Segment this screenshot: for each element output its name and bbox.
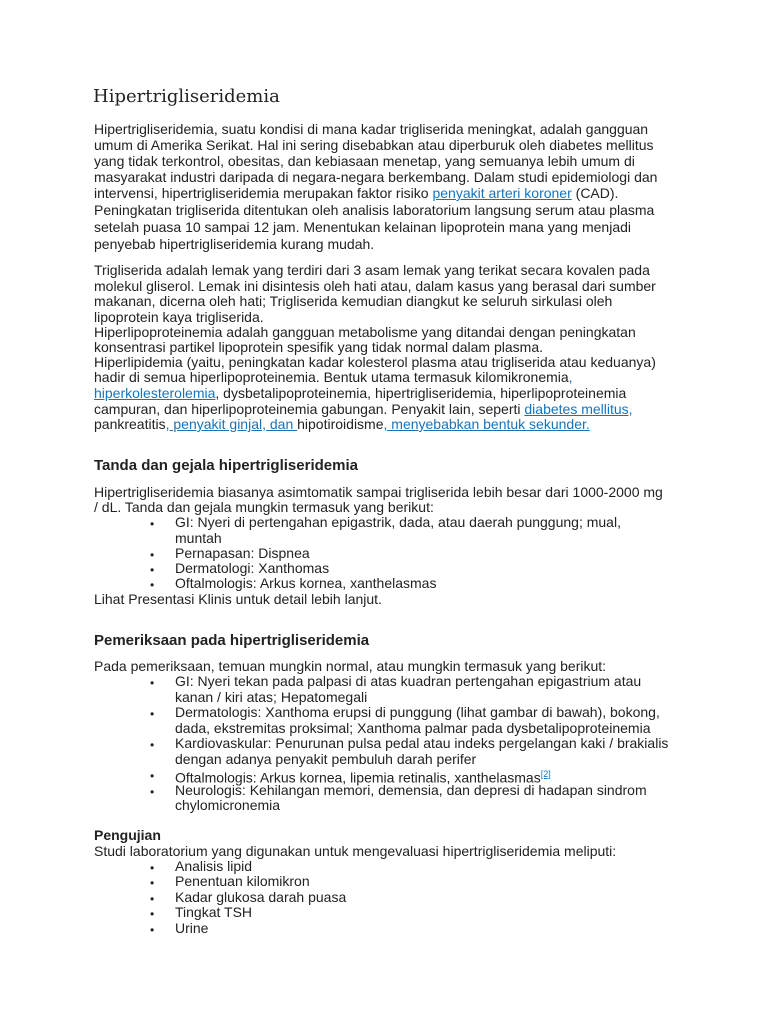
text-line: Lihat Presentasi Klinis untuk detail lebih lanjut. (94, 591, 382, 607)
text-run: (CAD). (571, 185, 619, 201)
bullet-icon: • (150, 769, 155, 783)
bullet-icon: • (150, 923, 155, 937)
text-run: campuran, dan hiperlipoproteinemia gabungan. Penyakit lain, seperti (94, 401, 525, 417)
list-item-continuation: kanan / kiri atas; Hepatomegali (175, 689, 368, 705)
text-line: masyarakat industri daripada di negara-negara berkembang. Dalam studi epidemiologi dan (94, 169, 658, 185)
text-line: yang tidak terkontrol, obesitas, dan kebiasaan menetap, yang semuanya lebih umum di (94, 153, 635, 169)
link-comma[interactable]: , (568, 369, 573, 385)
text-line: Hipertrigliseridemia biasanya asimtomatik sampai trigliserida lebih besar dari 1000-2000 mg (94, 484, 663, 500)
list-item-continuation: muntah (175, 530, 222, 546)
list-item-continuation: dengan adanya penyakit pembuluh darah perifer (175, 751, 477, 767)
list-item: Oftalmologis: Arkus kornea, xanthelasmas (175, 575, 437, 591)
list-item-continuation: chylomicronemia (175, 797, 281, 813)
link-penyakit-arteri-koroner[interactable]: penyakit arteri koroner (432, 185, 572, 201)
text-run: hadir di semua hiperlipoproteinemia. Bentuk utama termasuk kilomikronemia (94, 369, 569, 385)
text-run: Oftalmologis: Arkus kornea, lipemia retinalis, xanthelasmas (175, 769, 541, 786)
bullet-icon: • (150, 738, 155, 752)
text-line: / dL. Tanda dan gejala mungkin termasuk yang berikut: (94, 499, 434, 515)
page-title: Hipertrigliseridemia (93, 86, 280, 107)
text-line: penyebab hipertrigliseridemia kurang mudah. (94, 236, 375, 252)
list-item: GI: Nyeri tekan pada palpasi di atas kuadran pertengahan epigastrium atau (175, 673, 642, 689)
bullet-icon: • (150, 578, 155, 592)
text-run: intervensi, hipertrigliseridemia merupakan faktor risiko (94, 185, 433, 201)
list-item: Urine (175, 920, 209, 936)
text-line (94, 369, 573, 385)
link-penyakit-ginjal[interactable]: , penyakit ginjal, dan (165, 416, 298, 432)
list-item: Kadar glukosa darah puasa (175, 889, 347, 905)
text-line (94, 416, 590, 432)
text-run: , dysbetalipoproteinemia, hipertrigliseridemia, hiperlipoproteinemia (215, 385, 627, 401)
text-line: Studi laboratorium yang digunakan untuk mengevaluasi hipertrigliseridemia meliputi: (94, 843, 617, 859)
text-line: Hiperlipoproteinemia adalah gangguan metabolisme yang ditandai dengan peningkatan (94, 324, 636, 340)
list-item: GI: Nyeri di pertengahan epigastrik, dada, atau daerah punggung; mual, (175, 514, 621, 530)
list-item: Neurologis: Kehilangan memori, demensia, dan depresi di hadapan sindrom (175, 782, 647, 798)
text-line: Pada pemeriksaan, temuan mungkin normal, atau mungkin termasuk yang berikut: (94, 658, 607, 674)
bullet-icon: • (150, 892, 155, 906)
bullet-icon: • (150, 785, 155, 799)
list-item: Penentuan kilomikron (175, 873, 310, 889)
text-run: hipotiroidisme (297, 416, 384, 432)
text-line: Hiperlipidemia (yaitu, peningkatan kadar kolesterol plasma atau trigliserida atau keduanya) (94, 354, 656, 370)
bullet-icon: • (150, 676, 155, 690)
section-heading-tanda: Tanda dan gejala hipertrigliseridemia (94, 457, 358, 474)
list-item: Dermatologis: Xanthoma erupsi di punggung (lihat gambar di bawah), bokong, (175, 704, 660, 720)
text-line: umum di Amerika Serikat. Hal ini sering disebabkan atau diperburuk oleh diabetes mellitus (94, 137, 654, 153)
text-line: Hipertrigliseridemia, suatu kondisi di mana kadar trigliserida meningkat, adalah gangguan (94, 121, 649, 137)
citation-link[interactable]: [2] (540, 769, 551, 779)
bullet-icon: • (150, 861, 155, 875)
text-line: konsentrasi partikel lipoprotein spesifik yang tidak normal dalam plasma. (94, 339, 543, 355)
link-diabetes-mellitus[interactable]: diabetes mellitus, (524, 401, 633, 417)
text-line: molekul gliserol. Lemak ini disintesis oleh hati atau, dalam kasus yang berasal dari sumber (94, 278, 656, 294)
section-heading-pemeriksaan: Pemeriksaan pada hipertrigliseridemia (94, 632, 370, 649)
text-run: pankreatitis (94, 416, 166, 432)
text-line (94, 401, 633, 417)
bullet-icon: • (150, 548, 155, 562)
text-line: lipoprotein kaya trigliserida. (94, 309, 264, 325)
bullet-icon: • (150, 876, 155, 890)
text-line: Peningkatan trigliserida ditentukan oleh analisis laboratorium langsung serum atau plasma (94, 202, 655, 218)
text-line (94, 185, 618, 201)
list-item: Tingkat TSH (175, 904, 253, 920)
list-item-continuation: dada, ekstremitas proksimal; Xanthoma palmar pada dysbetalipoproteinemia (175, 720, 651, 736)
text-line: Trigliserida adalah lemak yang terdiri dari 3 asam lemak yang terikat secara kovalen pada (94, 262, 650, 278)
bullet-icon: • (150, 907, 155, 921)
bullet-icon: • (150, 517, 155, 531)
bullet-icon: • (150, 563, 155, 577)
list-item: Dermatologi: Xanthomas (175, 560, 330, 576)
list-item: Pernapasan: Dispnea (175, 545, 310, 561)
text-line (94, 385, 626, 401)
pengujian-heading: Pengujian (94, 827, 161, 843)
bullet-icon: • (150, 707, 155, 721)
link-bentuk-sekunder[interactable]: , menyebabkan bentuk sekunder. (383, 416, 590, 432)
link-hiperkolesterolemia[interactable]: hiperkolesterolemia (94, 385, 216, 401)
list-item: Analisis lipid (175, 858, 253, 874)
list-item: Kardiovaskular: Penurunan pulsa pedal atau indeks pergelangan kaki / brakialis (175, 735, 669, 751)
text-line: setelah puasa 10 sampai 12 jam. Menentukan kelainan lipoprotein mana yang menjadi (94, 219, 632, 235)
text-line: makanan, dicerna oleh hati; Trigliserida kemudian diangkut ke seluruh sirkulasi oleh (94, 293, 613, 309)
